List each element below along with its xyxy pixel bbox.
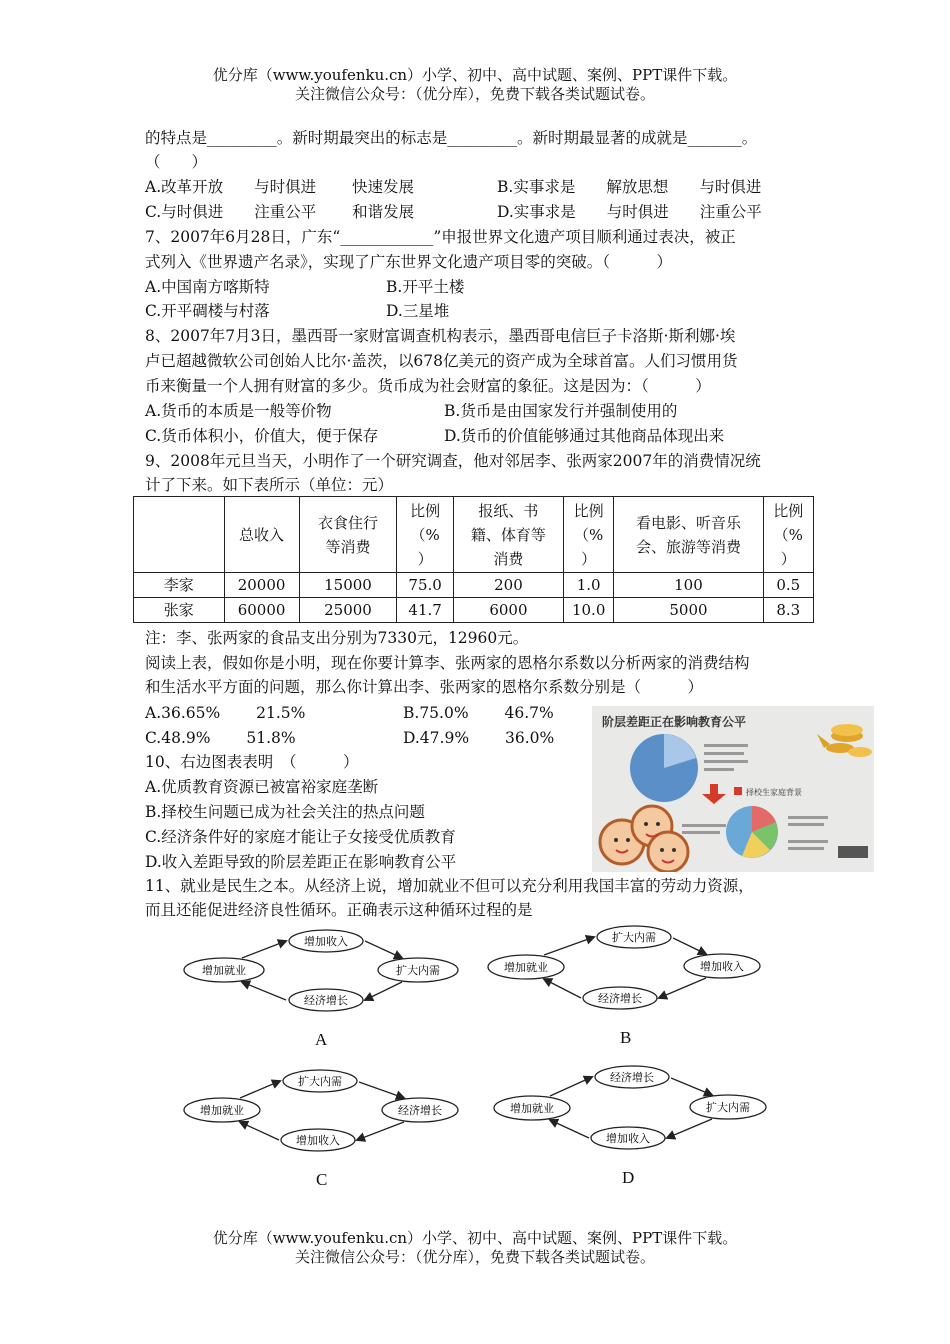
diagram-node-bottom: 经济增长 — [304, 994, 348, 1007]
table-cell: 李家 — [134, 573, 225, 598]
diagram-node-top: 增加收入 — [304, 935, 348, 948]
table-cell: 20000 — [224, 573, 299, 598]
q10-option-a: A.优质教育资源已被富裕家庭垄断 — [145, 778, 379, 796]
education-fairness-infographic — [592, 706, 874, 872]
table-header-cell: 总收入 — [224, 497, 299, 573]
table-header-cell: 看电影、听音乐 会、旅游等消费 — [614, 497, 763, 573]
diagram-node-left: 增加就业 — [202, 964, 246, 977]
diagram-node-bottom: 增加收入 — [606, 1132, 650, 1145]
q6-option-a: A.改革开放 与时俱进 快速发展 — [145, 178, 415, 196]
q9-option-a: A.36.65% 21.5% — [145, 704, 306, 722]
q11-stem-line2: 而且还能促进经济良性循环。正确表示这种循环过程的是 — [145, 901, 533, 919]
q9-option-b: B.75.0% 46.7% — [403, 704, 554, 722]
q7-stem-line1: 7、2007年6月28日，广东“____________”申报世界文化遗产项目顺利通过表决，被正 — [145, 228, 736, 246]
q10-option-c: C.经济条件好的家庭才能让子女接受优质教育 — [145, 828, 456, 846]
diagram-label-c: C — [316, 1170, 328, 1189]
infographic-subtitle: 择校生家庭背景 — [746, 788, 802, 797]
q9-stem-line2: 计了下来。如下表所示（单位：元） — [145, 476, 394, 494]
q8-stem-line3: 币来衡量一个人拥有财富的多少。货币成为社会财富的象征。这是因为：（ ） — [145, 377, 711, 395]
diagram-node-bottom: 经济增长 — [598, 992, 642, 1005]
cycle-diagram-d — [490, 1064, 780, 1158]
q7-option-b: B.开平土楼 — [386, 278, 465, 296]
q8-option-b: B.货币是由国家发行并强制使用的 — [444, 402, 678, 420]
consumption-table — [133, 496, 814, 623]
cycle-diagram-c — [182, 1068, 472, 1162]
q8-stem-line2: 卢已超越微软公司创始人比尔·盖茨，以678亿美元的资产成为全球首富。人们习惯用货 — [145, 352, 738, 370]
q7-option-c: C.开平碉楼与村落 — [145, 302, 270, 320]
diagram-node-right: 扩大内需 — [706, 1101, 750, 1114]
diagram-label-d: D — [622, 1168, 635, 1187]
q9-stem-line3: 阅读上表，假如你是小明，现在你要计算李、张两家的恩格尔系数以分析两家的消费结构 — [145, 654, 750, 672]
diagram-node-top: 扩大内需 — [298, 1075, 342, 1088]
table-header-cell: 比例 （% ） — [763, 497, 813, 573]
diagram-label-a: A — [315, 1030, 328, 1049]
table-cell: 25000 — [299, 598, 397, 623]
diagram-node-top: 经济增长 — [610, 1071, 654, 1084]
q10-option-d: D.收入差距导致的阶层差距正在影响教育公平 — [145, 853, 457, 871]
q10-stem: 10、右边图表表明 （ ） — [145, 753, 359, 771]
table-header-empty — [134, 497, 225, 573]
table-cell: 1.0 — [563, 573, 613, 598]
q6-option-b: B.实事求是 解放思想 与时俱进 — [497, 178, 762, 196]
table-cell: 60000 — [224, 598, 299, 623]
table-row — [134, 598, 814, 623]
cycle-diagram-a — [180, 928, 470, 1020]
q6-option-d: D.实事求是 与时俱进 注重公平 — [497, 203, 762, 221]
table-cell: 200 — [453, 573, 563, 598]
diagram-node-right: 增加收入 — [700, 960, 744, 973]
q8-option-a: A.货币的本质是一般等价物 — [145, 402, 332, 420]
diagram-node-bottom: 增加收入 — [296, 1134, 340, 1147]
table-cell: 0.5 — [763, 573, 813, 598]
table-header-cell: 比例 （% ） — [563, 497, 613, 573]
page-footer-line1: 优分库（www.youfenku.cn）小学、初中、高中试题、案例、PPT课件下载。 — [212, 1229, 738, 1247]
page-footer-line2: 关注微信公众号：（优分库），免费下载各类试题试卷。 — [294, 1248, 655, 1266]
table-header-cell: 衣食住行 等消费 — [299, 497, 397, 573]
diagram-node-left: 增加就业 — [200, 1104, 244, 1117]
page-header-line2: 关注微信公众号：（优分库），免费下载各类试题试卷。 — [294, 85, 655, 103]
q9-stem-line1: 9、2008年元旦当天，小明作了一个研究调查，他对邻居李、张两家2007年的消费情况统 — [145, 452, 761, 470]
q6-stem-continuation: 的特点是_________。新时期最突出的标志是_________。新时期最显著的成就是_______。 — [145, 129, 758, 147]
q8-stem-line1: 8、2007年7月3日，墨西哥一家财富调查机构表示，墨西哥电信巨子卡洛斯·斯利娜·埃 — [145, 327, 736, 345]
q6-option-c: C.与时俱进 注重公平 和谐发展 — [145, 203, 415, 221]
page-header-line1: 优分库（www.youfenku.cn）小学、初中、高中试题、案例、PPT课件下载。 — [212, 66, 738, 84]
diagram-label-b: B — [620, 1028, 632, 1047]
q6-answer-paren: （ ） — [145, 153, 208, 171]
table-cell: 张家 — [134, 598, 225, 623]
pie-chart-blue — [630, 734, 698, 802]
table-cell: 15000 — [299, 573, 397, 598]
diagram-node-left: 增加就业 — [510, 1102, 554, 1115]
table-cell: 41.7 — [397, 598, 454, 623]
infographic-title: 阶层差距正在影响教育公平 — [602, 715, 747, 729]
diagram-node-right: 经济增长 — [398, 1104, 442, 1117]
q8-option-c: C.货币体积小，价值大，便于保存 — [145, 427, 379, 445]
table-header-row — [134, 497, 814, 573]
diagram-node-right: 扩大内需 — [396, 964, 440, 977]
pie-chart-color — [726, 806, 778, 858]
table-header-cell: 比例 （% ） — [397, 497, 454, 573]
table-cell: 5000 — [614, 598, 763, 623]
q10-option-b: B.择校生问题已成为社会关注的热点问题 — [145, 803, 425, 821]
q9-option-c: C.48.9% 51.8% — [145, 729, 296, 747]
q9-option-d: D.47.9% 36.0% — [403, 729, 555, 747]
cycle-diagram-b — [486, 924, 776, 1018]
table-cell: 100 — [614, 573, 763, 598]
table-cell: 6000 — [453, 598, 563, 623]
diagram-node-top: 扩大内需 — [612, 931, 656, 944]
q7-stem-line2: 式列入《世界遗产名录》，实现了广东世界文化遗产项目零的突破。（ ） — [145, 253, 673, 271]
q9-note: 注：李、张两家的食品支出分别为7330元，12960元。 — [145, 629, 529, 647]
table-header-cell: 报纸、书 籍、体育等 消费 — [453, 497, 563, 573]
q7-option-a: A.中国南方喀斯特 — [145, 278, 270, 296]
q11-stem-line1: 11、就业是民生之本。从经济上说，增加就业不但可以充分利用我国丰富的劳动力资源， — [145, 877, 754, 895]
table-cell: 75.0 — [397, 573, 454, 598]
diagram-node-left: 增加就业 — [504, 961, 548, 974]
q7-option-d: D.三星堆 — [386, 302, 450, 320]
table-cell: 10.0 — [563, 598, 613, 623]
q9-stem-line4: 和生活水平方面的问题，那么你计算出李、张两家的恩格尔系数分别是（ ） — [145, 678, 704, 696]
table-row — [134, 573, 814, 598]
q8-option-d: D.货币的价值能够通过其他商品体现出来 — [444, 427, 725, 445]
table-cell: 8.3 — [763, 598, 813, 623]
